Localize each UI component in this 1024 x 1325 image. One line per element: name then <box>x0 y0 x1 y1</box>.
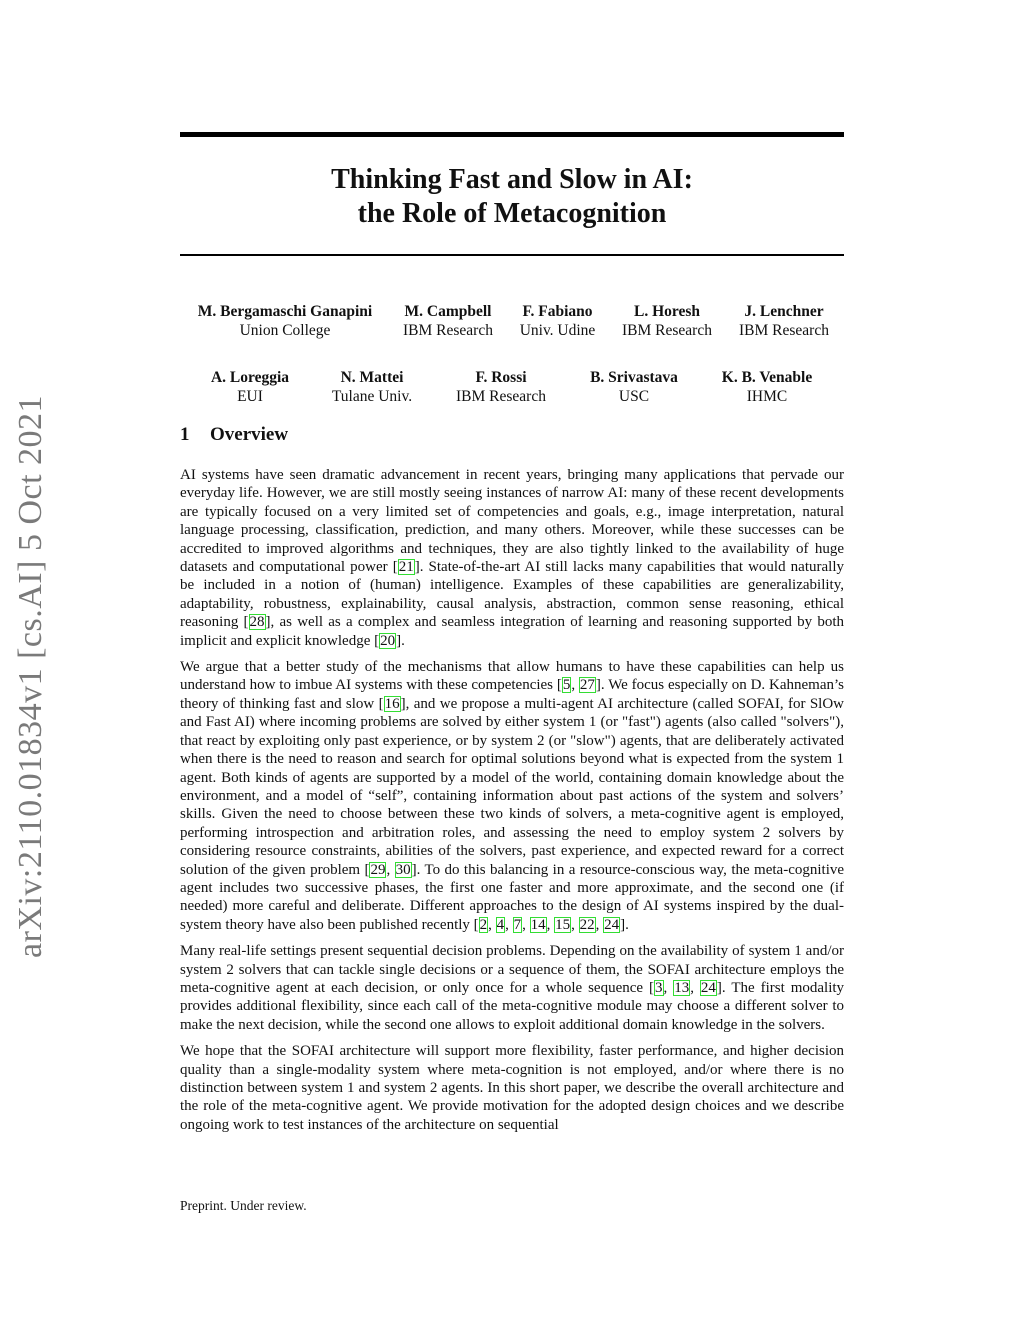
author-affiliation: IBM Research <box>622 322 712 339</box>
author-affiliation: IBM Research <box>456 388 546 405</box>
author-name: F. Fabiano <box>522 303 593 320</box>
section-number: 1 <box>180 424 190 445</box>
citation-link[interactable]: 22 <box>579 916 595 933</box>
footer-note: Preprint. Under review. <box>180 1198 307 1213</box>
author-affiliation: IBM Research <box>403 322 493 339</box>
citation-group: 2, 4, 7, 14, 15, 22, 24 <box>479 916 620 933</box>
author-affiliation: Union College <box>239 322 331 339</box>
text-run: , <box>571 677 579 694</box>
author-affiliation: EUI <box>237 388 263 405</box>
citation-link[interactable]: 30 <box>395 861 411 878</box>
citation-link[interactable]: 20 <box>380 632 396 649</box>
title-rule-bottom <box>180 254 844 256</box>
author-block <box>195 368 305 406</box>
author-affiliation: IBM Research <box>739 322 829 339</box>
author-name: M. Campbell <box>404 303 492 320</box>
text-run: ]. State-of-the-art AI still lacks many capabilities that would naturally be included in a notion of (human) intelligence. Examples of these capabilities are generalizability, adaptability, robustness, explainability, causal analysis, abstraction, common sense reasoning, ethical reasoning [ <box>180 559 844 631</box>
citation-link[interactable]: 5 <box>562 677 571 694</box>
citation-link[interactable]: 29 <box>370 861 386 878</box>
text-run: ]. The first modality provides additional flexibility, since each call of the meta-cognitive module may choose a different solver to make the next decision, while the second one allows to exploit additional domain knowledge in the solvers. <box>180 979 845 1033</box>
title-line-2: the Role of Metacognition <box>357 198 667 229</box>
citation-group: 3, 13, 24 <box>655 979 716 996</box>
text-run: ]. <box>396 632 405 649</box>
citation-link[interactable]: 28 <box>249 614 265 631</box>
author-name: J. Lenchner <box>744 303 824 320</box>
paragraph-2 <box>180 658 844 934</box>
citation-link[interactable]: 27 <box>579 677 595 694</box>
paragraph-4: We hope that the SOFAI architecture will support more flexibility, faster performance, and higher decision quality than a single-modality system where meta-cognition is not employed, and/or where there is no distinction between system 1 and system 2 agents. In this short paper, we describe the overall architecture and the role of the meta-cognitive agent. We provide motivation for the adopted design choices and we describe ongoing work to test instances of the architecture on sequential <box>180 1043 844 1133</box>
author-block <box>710 368 824 406</box>
citation-link[interactable]: 3 <box>655 979 663 996</box>
citation-link[interactable]: 24 <box>700 979 716 996</box>
author-name: F. Rossi <box>475 369 527 386</box>
section-title: Overview <box>210 424 289 445</box>
text-run: , <box>386 861 395 878</box>
paper-title <box>180 163 844 231</box>
author-block <box>322 368 422 406</box>
author-name: N. Mattei <box>340 369 404 386</box>
text-run: Many real-life settings present sequential decision problems. Depending on the availability of system 1 and/or system 2 solvers that can tackle single decisions or a sequence of them, the SOFAI architecture employs the meta-cognitive agent at each decision, or only once for a whole sequence [ <box>180 943 844 996</box>
author-block <box>446 368 556 406</box>
citation-link[interactable]: 14 <box>530 916 546 933</box>
citation-link[interactable]: 15 <box>555 916 571 933</box>
author-name: A. Loreggia <box>210 369 290 386</box>
citation-link[interactable]: 16 <box>384 695 400 712</box>
section-body <box>180 466 844 1142</box>
citation-link[interactable]: 21 <box>398 559 414 576</box>
author-block <box>510 302 605 340</box>
section-heading <box>180 424 288 446</box>
paragraph-1 <box>180 466 844 650</box>
author-name: B. Srivastava <box>590 369 678 386</box>
author-block <box>729 302 839 340</box>
author-block <box>612 302 722 340</box>
author-name: M. Bergamaschi Ganapini <box>197 303 373 320</box>
citation-link[interactable]: 7 <box>513 916 522 933</box>
citation-link[interactable]: 13 <box>674 979 690 996</box>
text-run: We argue that a better study of the mechanisms that allow humans to have these capabilities can help us understand how to imbue AI systems with these competencies [ <box>180 659 844 694</box>
citation-link[interactable]: 4 <box>496 916 505 933</box>
paragraph-3 <box>180 942 844 1034</box>
author-block <box>393 302 503 340</box>
author-block <box>576 368 692 406</box>
text-run: AI systems have seen dramatic advancement in recent years, bringing many applications that pervade our everyday life. However, we are still mostly seeing instances of narrow AI: many of these recent developments are typically focused on a very limited set of competencies and goals, e.g., image interpretation, natural language processing, classification, prediction, and many others. Moreover, while these successes can be accredited to improved algorithms and techniques, they are also tightly linked to the availability of huge datasets and computational power [ <box>180 467 844 576</box>
text-run: ]. To do this balancing in a resource-conscious way, the meta-cognitive agent includes two successive phases, the first one faster and more approximate, and the second one (if needed) more careful and deliberate. Different approaches to the design of AI systems inspired by the dual-system theory have also been published recently [ <box>180 861 845 933</box>
author-name: K. B. Venable <box>721 369 813 386</box>
citation-link[interactable]: 2 <box>479 916 488 933</box>
text-run: ], and we propose a multi-agent AI architecture (called SOFAI, for SlOw and Fast AI) where incoming problems are solved by either system 1 (or "fast") agents (also called "solvers"), that react by exploiting only past experience, or by system 2 (or "slow") agents, that are deliberately activated when there is the need to reason and search for optimal solutions beyond what is expected from the system 1 agent. Both kinds of agents are supported by a model of the world, containing domain knowledge about the environment, and a model of “self”, containing information about past actions of the system and solvers’ skills. Given the need to choose between these two kinds of solvers, a meta-cognitive agent is employed, performing introspection and arbitration roles, and assessing the need to employ system 2 solvers by considering resource constraints, abilities of the solvers, past experience, and expected reward for a correct solution of the given problem [ <box>180 695 844 878</box>
author-affiliation: Tulane Univ. <box>331 388 413 405</box>
author-affiliation: IHMC <box>746 388 788 405</box>
author-affiliation: Univ. Udine <box>519 322 596 339</box>
author-name: L. Horesh <box>633 303 701 320</box>
citation-link[interactable]: 24 <box>604 916 620 933</box>
author-affiliation: USC <box>618 388 650 405</box>
text-run: ], as well as a complex and seamless integration of learning and reasoning supported by both implicit and explicit knowledge [ <box>180 614 844 649</box>
arxiv-identifier-stamp: arXiv:2110.01834v1 [cs.AI] 5 Oct 2021 <box>12 394 49 958</box>
text-run: ]. <box>620 916 629 933</box>
title-line-1: Thinking Fast and Slow in AI: <box>331 164 693 195</box>
title-rule-top <box>180 132 844 137</box>
text-run: ]. We focus especially on D. Kahneman’s theory of thinking fast and slow [ <box>180 677 844 712</box>
author-block <box>190 302 380 340</box>
